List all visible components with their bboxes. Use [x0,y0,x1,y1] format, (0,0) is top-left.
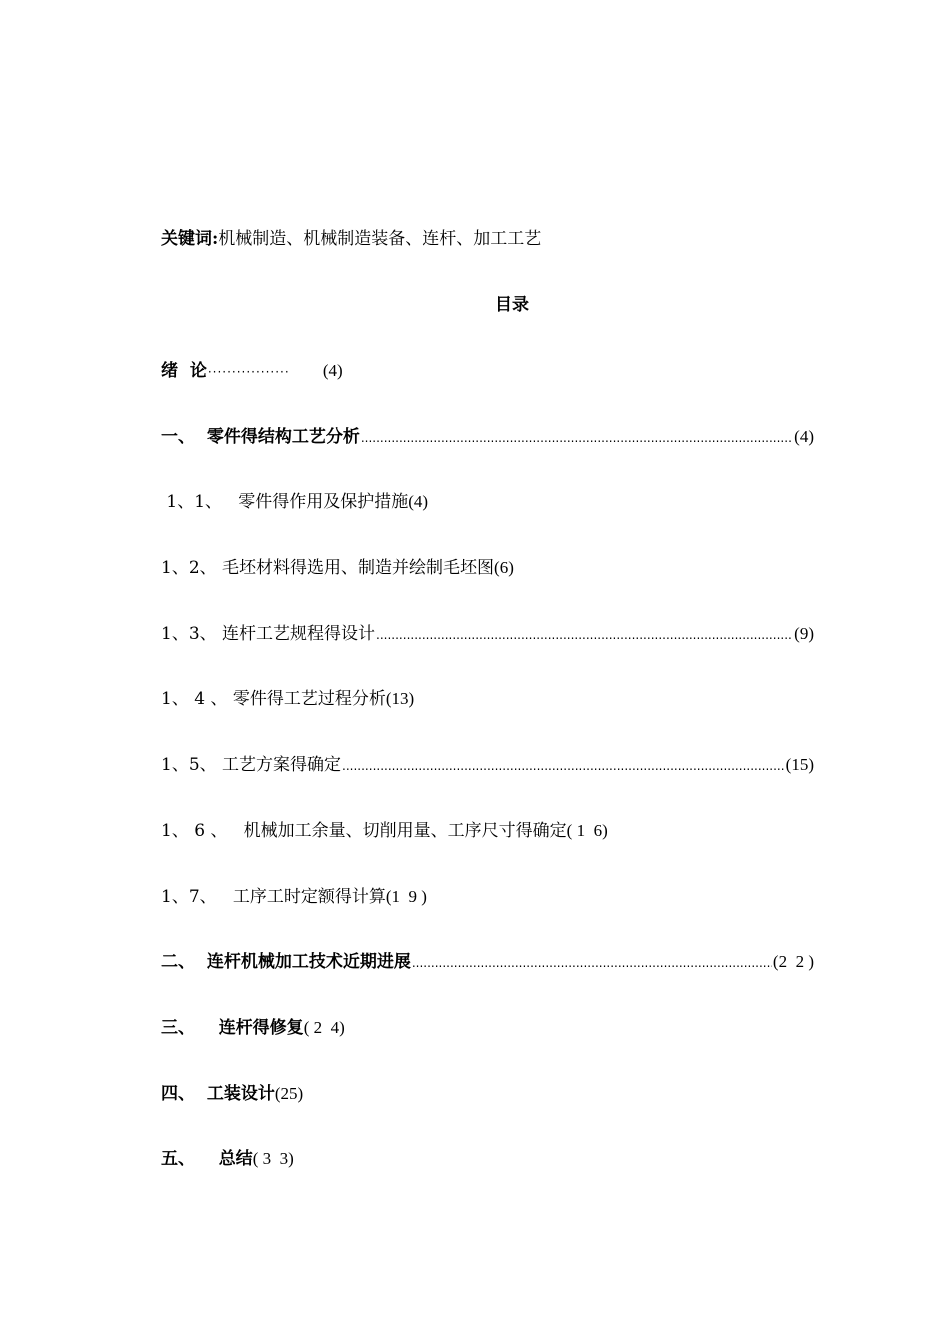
toc-entry-page: (2 2 ) [772,952,814,972]
toc-entry-title: 连杆工艺规程得设计 [222,623,376,644]
keywords-line [161,226,541,252]
toc-entry[interactable] [161,949,814,1015]
toc-entry[interactable] [161,358,814,424]
toc-entry-page: ( 1 6) [566,820,608,840]
toc-entry-number: 1、2、 [161,558,223,579]
toc-entry-page: (1 9 ) [385,886,427,906]
toc-entry-title: 零件得结构工艺分析 [206,426,360,447]
toc-entry-page: (9) [794,623,814,643]
toc-entry[interactable] [161,884,814,950]
toc-entry[interactable] [161,1081,814,1147]
toc-entry[interactable] [161,752,814,818]
table-of-contents [161,358,814,1212]
toc-entry[interactable] [161,424,814,490]
toc-entry-number: 1、1、 [161,492,239,513]
toc-entry[interactable] [161,489,814,555]
toc-entry-number: 三、 [161,1017,219,1038]
toc-entry-title: 工装设计 [206,1083,275,1104]
toc-entry-page: ( 2 4) [303,1017,345,1037]
keywords-label: 关键词: [161,229,219,249]
toc-entry-page: (13) [385,689,415,709]
toc-entry-title: 毛坯材料得选用、制造并绘制毛坯图 [222,558,495,579]
toc-entry-title: 工艺方案得确定 [222,755,342,776]
toc-entry-page: ( 3 3) [252,1149,294,1169]
toc-entry-title: 零件得工艺过程分析 [232,689,386,710]
dot-leader [376,622,793,648]
dot-leader [342,753,785,779]
toc-entry-number: 1、3、 [161,623,223,644]
toc-entry[interactable] [161,686,814,752]
toc-entry-number: 绪 论 [161,361,207,381]
dot-leader [412,950,772,976]
keywords-text: 机械制造、机械制造装备、连杆、加工工艺 [218,229,542,249]
toc-title: 目录 [495,295,529,315]
toc-entry-number: 二、 [161,952,207,973]
toc-entry-number: 1、 6 、 [161,820,244,841]
toc-entry-title: 连杆得修复 [218,1017,304,1038]
toc-entry[interactable] [161,621,814,687]
toc-entry-page: (4) [794,426,814,446]
dot-leader [208,359,322,385]
toc-entry-page: (25) [274,1083,304,1103]
toc-entry-page: (15) [785,755,814,775]
toc-entry-page: (6) [494,558,514,578]
toc-entry-page: (4) [322,361,343,380]
toc-entry-title: 总结 [218,1149,253,1170]
toc-entry-number: 1、 4 、 [161,689,233,710]
toc-entry[interactable] [161,555,814,621]
toc-entry-number: 一、 [161,426,207,447]
toc-entry[interactable] [161,1015,814,1081]
toc-entry-number: 1、5、 [161,755,223,776]
toc-entry[interactable] [161,818,814,884]
toc-entry-page: (4) [408,492,429,512]
dot-leader [361,425,793,451]
toc-entry-number: 五、 [161,1149,219,1170]
toc-entry-title: 零件得作用及保护措施 [238,492,409,513]
toc-entry-title: 机械加工余量、切削用量、工序尺寸得确定 [243,820,567,841]
toc-entry-title: 工序工时定额得计算 [232,886,386,907]
toc-entry-title: 连杆机械加工技术近期进展 [206,952,411,973]
toc-entry-number: 四、 [161,1083,207,1104]
toc-entry[interactable] [161,1146,814,1212]
toc-entry-number: 1、7、 [161,886,233,907]
